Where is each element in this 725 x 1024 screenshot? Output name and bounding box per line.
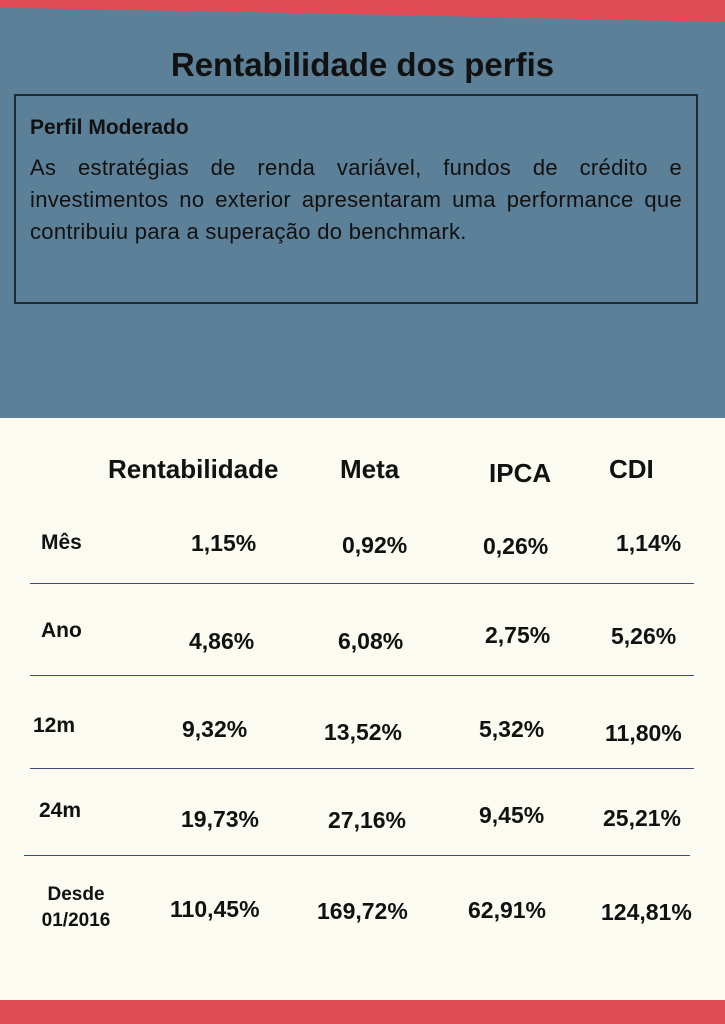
row-divider <box>30 675 694 676</box>
row-label <box>30 882 122 934</box>
row-label-line-1: Desde <box>47 884 105 905</box>
header-rentabilidade: Rentabilidade <box>108 454 279 484</box>
value-ipca: 2,75% <box>485 622 551 648</box>
value-meta: 169,72% <box>317 898 408 924</box>
row-label: Mês <box>41 531 82 554</box>
row-label: 12m <box>33 714 76 737</box>
value-cdi: 11,80% <box>605 720 682 746</box>
profile-heading: Perfil Moderado <box>30 116 189 139</box>
row-label-line-2: 01/2016 <box>41 910 111 931</box>
value-meta: 0,92% <box>342 532 408 558</box>
value-ipca: 62,91% <box>468 897 547 923</box>
header-ipca: IPCA <box>489 458 552 488</box>
row-label: 24m <box>39 799 82 822</box>
page-title: Rentabilidade dos perfis <box>170 46 555 83</box>
value-cdi: 1,14% <box>616 530 682 556</box>
value-ipca: 0,26% <box>483 533 549 559</box>
value-cdi: 5,26% <box>611 623 677 649</box>
value-rentabilidade: 9,32% <box>182 716 248 742</box>
row-label: Ano <box>41 619 82 642</box>
value-rentabilidade: 1,15% <box>191 530 257 556</box>
value-cdi: 124,81% <box>601 899 692 925</box>
value-ipca: 9,45% <box>479 802 545 828</box>
row-divider <box>30 768 694 769</box>
value-rentabilidade: 110,45% <box>170 896 260 922</box>
row-divider <box>30 583 694 584</box>
value-ipca: 5,32% <box>479 716 545 742</box>
header-cdi: CDI <box>609 454 654 484</box>
value-rentabilidade: 19,73% <box>181 806 260 832</box>
value-cdi: 25,21% <box>603 805 682 831</box>
bottom-accent-stripe <box>0 1000 725 1024</box>
value-meta: 27,16% <box>328 807 407 833</box>
value-meta: 6,08% <box>338 628 404 654</box>
profile-description: As estratégias de renda variável, fundos de crédito e investimentos no exterior apresentaram uma performance que contribuiu para a superação do benchmark. <box>30 155 682 244</box>
value-meta: 13,52% <box>324 719 403 745</box>
row-divider <box>24 855 690 856</box>
profile-box <box>14 94 698 304</box>
header-meta: Meta <box>340 454 400 484</box>
value-rentabilidade: 4,86% <box>189 628 255 654</box>
